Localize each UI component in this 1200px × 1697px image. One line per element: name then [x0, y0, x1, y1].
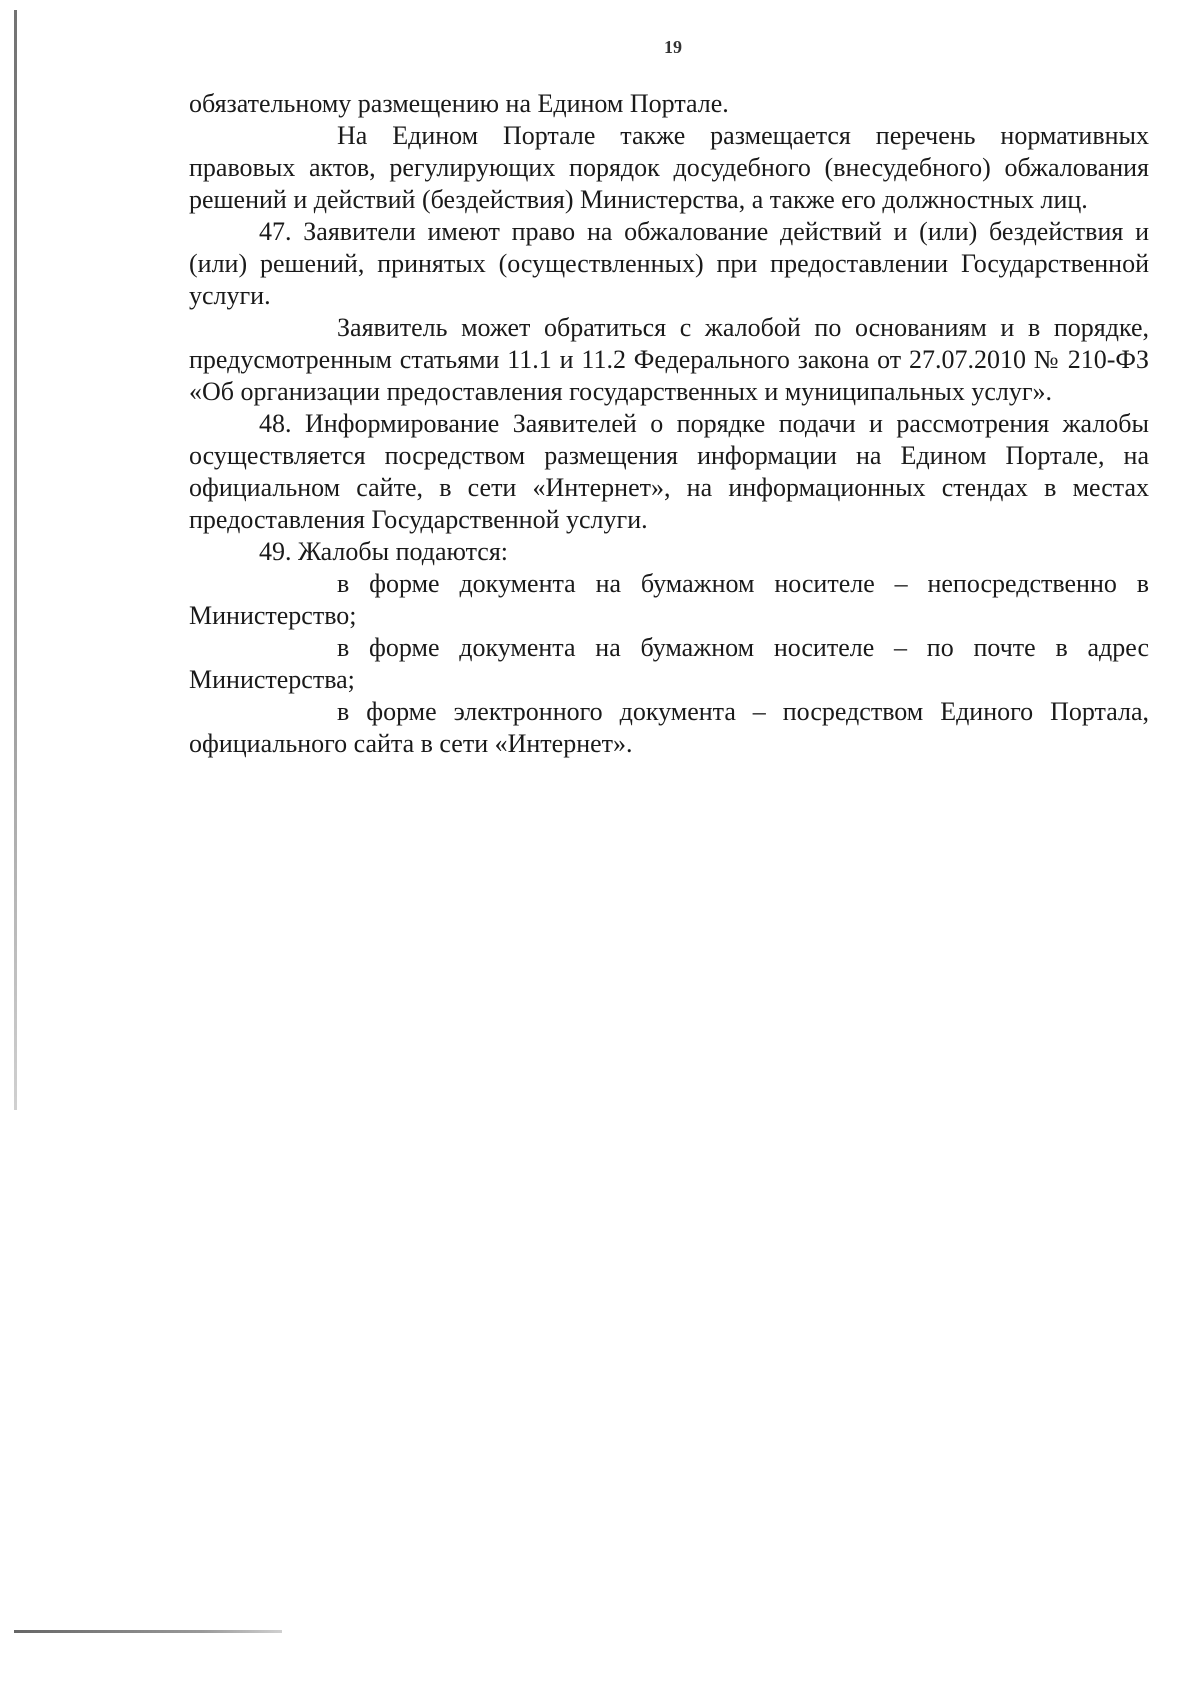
paragraph: в форме документа на бумажном носителе – непосредственно в Министерство; — [189, 569, 1149, 630]
paragraph: Заявитель может обратиться с жалобой по основаниям и в порядке, предусмотренным статьями 11.1 и 11.2 Федерального закона от 27.07.2010 № 210-ФЗ «Об организации предоставления государственных и муниципальных услуг». — [189, 313, 1149, 406]
paragraph: 47. Заявители имеют право на обжалование действий и (или) бездействия и (или) решений, принятых (осуществленных) при предоставлении Государственной услуги. — [189, 217, 1149, 310]
paragraph: 49. Жалобы подаются: — [259, 537, 509, 566]
page-number: 19 — [664, 37, 682, 57]
paragraph: 48. Информирование Заявителей о порядке подачи и рассмотрения жалобы осуществляется посредством размещения информации на Едином Портале, на официальном сайте, в сети «Интернет», на информационных стендах в местах предоставления Государственной услуги. — [189, 409, 1149, 534]
paragraph: в форме документа на бумажном носителе – по почте в адрес Министерства; — [189, 633, 1149, 694]
paragraph: в форме электронного документа – посредством Единого Портала, официального сайта в сети «Интернет». — [189, 697, 1149, 758]
scan-bottom-edge — [14, 1630, 282, 1633]
document-body — [189, 88, 1149, 760]
paragraph: На Едином Портале также размещается перечень нормативных правовых актов, регулирующих порядок досудебного (внесудебного) обжалования решений и действий (бездействия) Министерства, а также его должностных лиц. — [189, 121, 1149, 214]
paragraph: обязательному размещению на Едином Портале. — [189, 89, 729, 118]
scan-left-edge — [14, 10, 17, 1110]
